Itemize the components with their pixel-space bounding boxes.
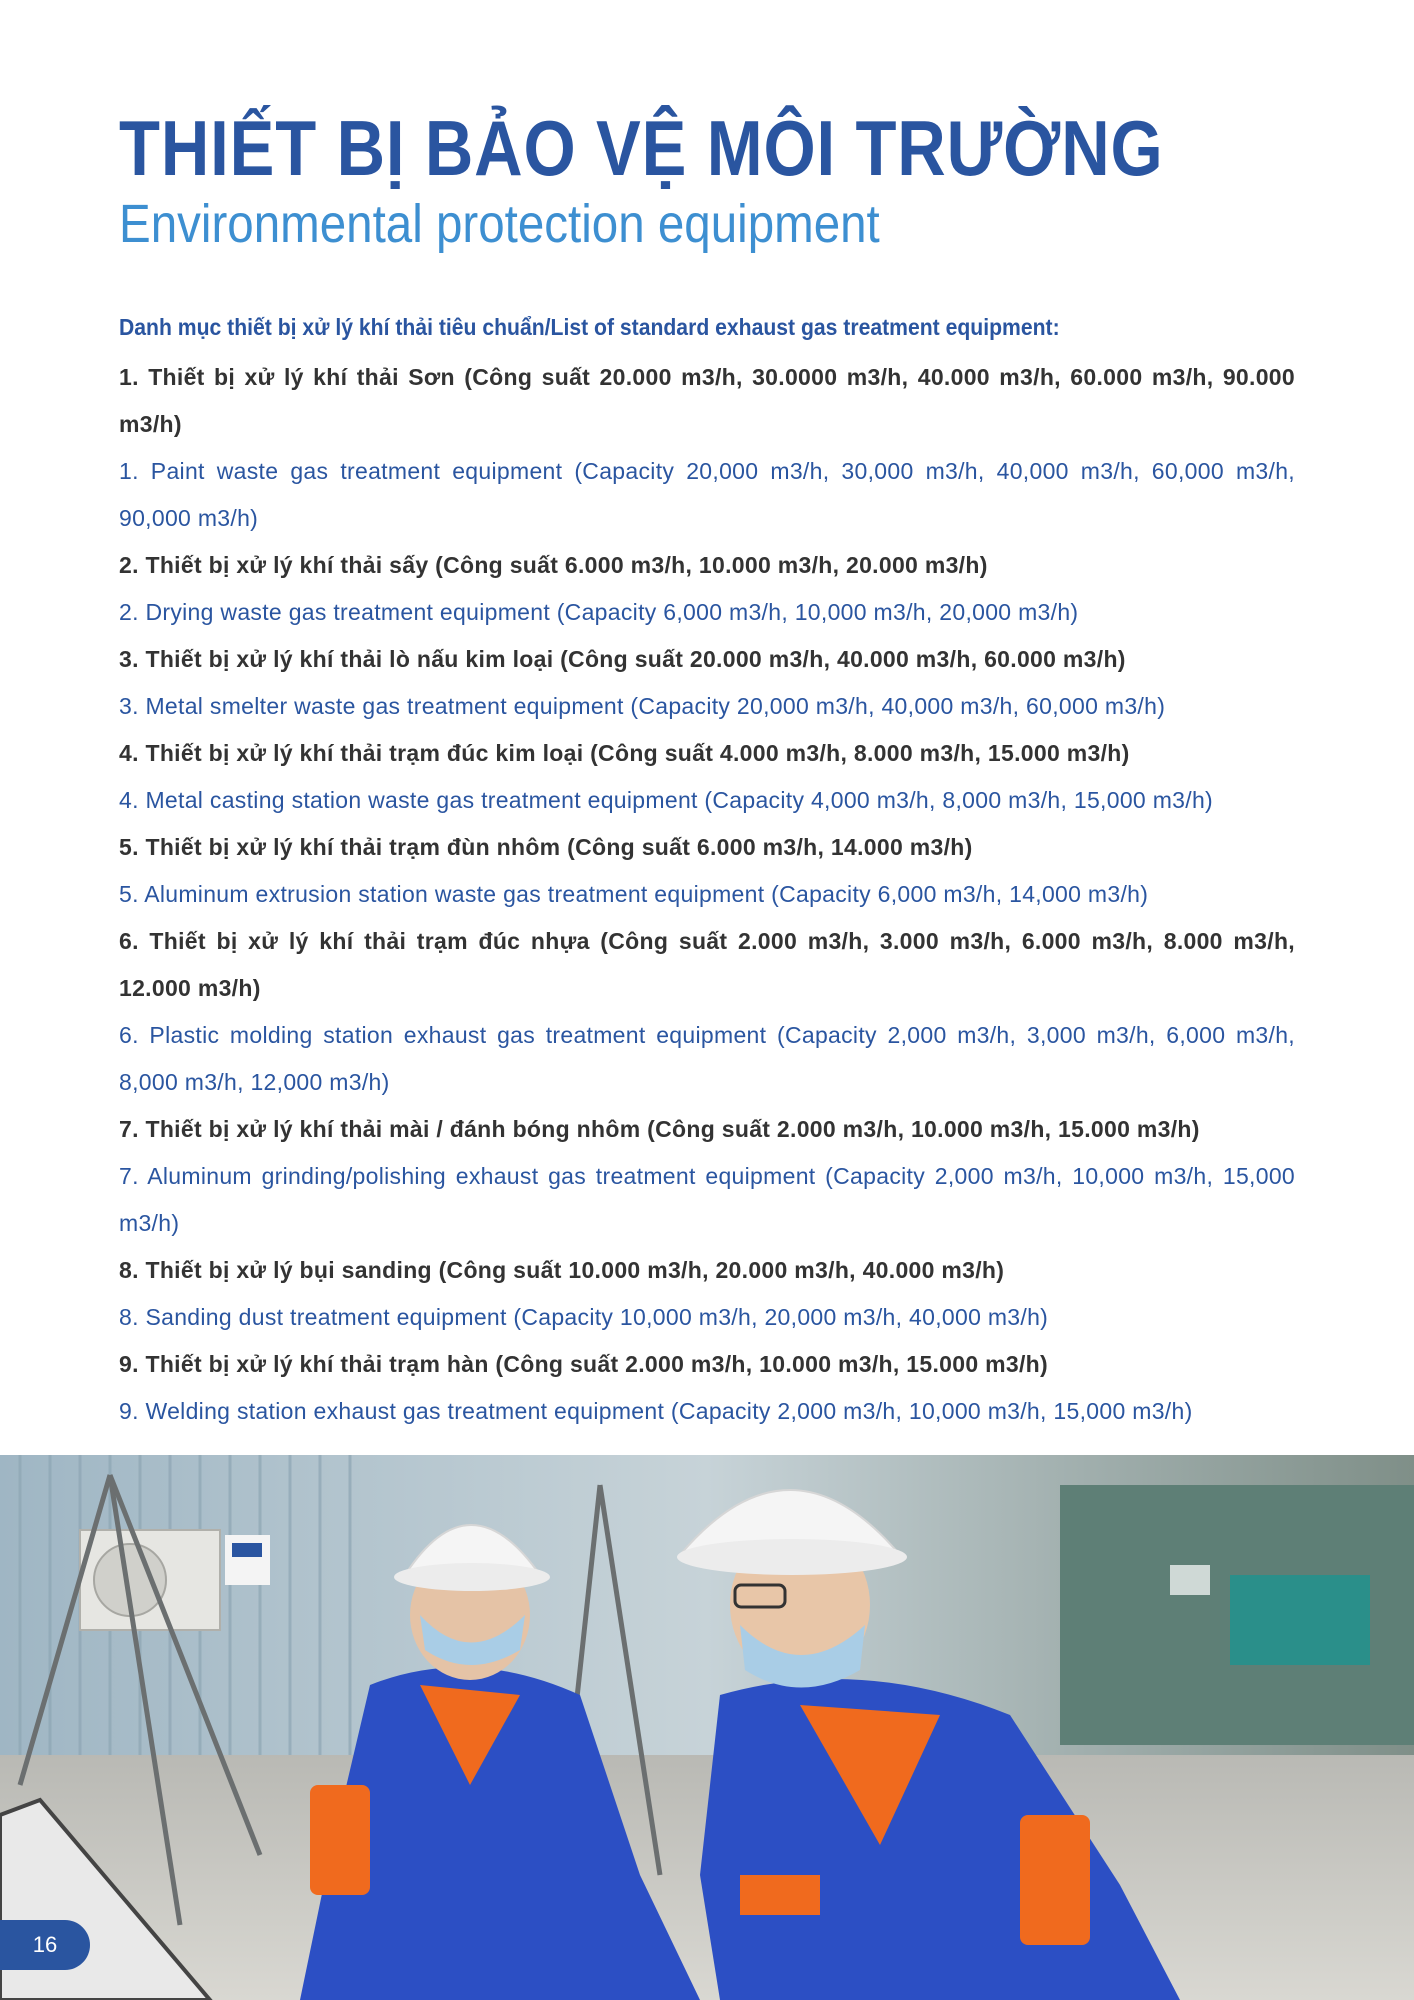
list-item-en: 4. Metal casting station waste gas treatment equipment (Capacity 4,000 m3/h, 8,000 m3/h, 15,000 m3/h): [119, 787, 1213, 813]
list-item-en: 6. Plastic molding station exhaust gas treatment equipment (Capacity 2,000 m3/h, 3,000 m3/h, 6,000 m3/h, 8,000 m3/h, 12,000 m3/h): [119, 1022, 1295, 1095]
list-item-en: 9. Welding station exhaust gas treatment equipment (Capacity 2,000 m3/h, 10,000 m3/h, 15,000 m3/h): [119, 1398, 1193, 1424]
page-title: THIẾT BỊ BẢO VỆ MÔI TRƯỜNG: [119, 104, 1164, 192]
list-item-vi: 1. Thiết bị xử lý khí thải Sơn (Công suất 20.000 m3/h, 30.0000 m3/h, 40.000 m3/h, 60.000 m3/h, 90.000 m3/h): [119, 364, 1295, 437]
list-item-vi: 7. Thiết bị xử lý khí thải mài / đánh bóng nhôm (Công suất 2.000 m3/h, 10.000 m3/h, 15.000 m3/h): [119, 1116, 1200, 1142]
list-item-en: 8. Sanding dust treatment equipment (Capacity 10,000 m3/h, 20,000 m3/h, 40,000 m3/h): [119, 1304, 1049, 1330]
list-item-en: 5. Aluminum extrusion station waste gas treatment equipment (Capacity 6,000 m3/h, 14,000 m3/h): [119, 881, 1149, 907]
list-item-vi: 6. Thiết bị xử lý khí thải trạm đúc nhựa (Công suất 2.000 m3/h, 3.000 m3/h, 6.000 m3/h, 8.000 m3/h, 12.000 m3/h): [119, 928, 1295, 1001]
list-item-vi: 4. Thiết bị xử lý khí thải trạm đúc kim loại (Công suất 4.000 m3/h, 8.000 m3/h, 15.000 m3/h): [119, 740, 1130, 766]
list-item-vi: 3. Thiết bị xử lý khí thải lò nấu kim loại (Công suất 20.000 m3/h, 40.000 m3/h, 60.000 m3/h): [119, 646, 1126, 672]
list-item-vi: 8. Thiết bị xử lý bụi sanding (Công suất 10.000 m3/h, 20.000 m3/h, 40.000 m3/h): [119, 1257, 1005, 1283]
workers-illustration: [0, 1455, 1414, 2000]
list-item-en: 1. Paint waste gas treatment equipment (Capacity 20,000 m3/h, 30,000 m3/h, 40,000 m3/h, 60,000 m3/h, 90,000 m3/h): [119, 458, 1295, 531]
list-item-vi: 2. Thiết bị xử lý khí thải sấy (Công suất 6.000 m3/h, 10.000 m3/h, 20.000 m3/h): [119, 552, 988, 578]
page-number: 16: [0, 1920, 90, 1970]
page-content: [119, 100, 1295, 1435]
equipment-list-heading: Danh mục thiết bị xử lý khí thải tiêu chuẩn/List of standard exhaust gas treatment equipment:: [119, 314, 1060, 340]
list-item-en: 3. Metal smelter waste gas treatment equipment (Capacity 20,000 m3/h, 40,000 m3/h, 60,000 m3/h): [119, 693, 1166, 719]
list-item-vi: 5. Thiết bị xử lý khí thải trạm đùn nhôm (Công suất 6.000 m3/h, 14.000 m3/h): [119, 834, 973, 860]
list-item-en: 7. Aluminum grinding/polishing exhaust gas treatment equipment (Capacity 2,000 m3/h, 10,000 m3/h, 15,000 m3/h): [119, 1163, 1295, 1236]
list-item-vi: 9. Thiết bị xử lý khí thải trạm hàn (Công suất 2.000 m3/h, 10.000 m3/h, 15.000 m3/h): [119, 1351, 1048, 1377]
workers-photo: [0, 1455, 1414, 2000]
page-subtitle: Environmental protection equipment: [119, 194, 880, 254]
list-item-en: 2. Drying waste gas treatment equipment (Capacity 6,000 m3/h, 10,000 m3/h, 20,000 m3/h): [119, 599, 1079, 625]
equipment-list: [119, 354, 1295, 1435]
